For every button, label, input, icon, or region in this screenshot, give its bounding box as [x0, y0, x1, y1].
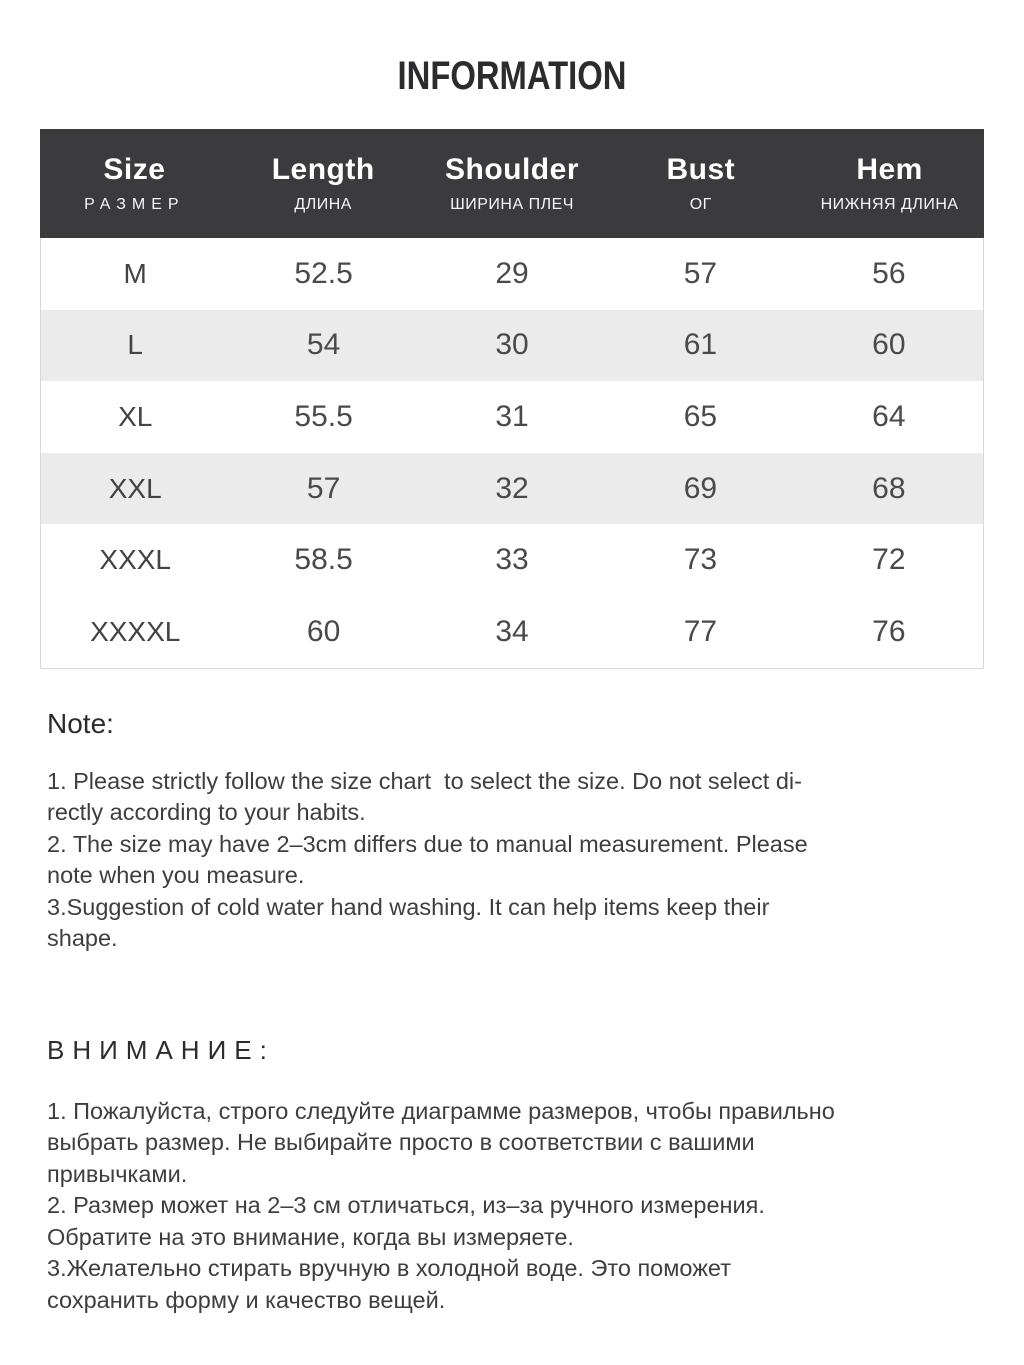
size-label: XL: [118, 400, 153, 432]
measurement-value: 73: [683, 543, 718, 577]
note-line: 3.Желательно стирать вручную в холодной воде. Это поможет: [47, 1255, 731, 1282]
measurement-value: 56: [872, 256, 906, 290]
measurement-value: 64: [872, 399, 906, 433]
note-line: 2. Размер может на 2–3 см отличаться, из–за ручного измерения.: [47, 1192, 765, 1219]
table-row: [41, 524, 983, 596]
note-lines-en: [47, 766, 980, 955]
measurement-value: 69: [683, 471, 718, 505]
attention-heading-ru: ВНИМАНИЕ:: [47, 1034, 275, 1065]
measurement-value: 34: [495, 614, 529, 648]
measurement-value: 32: [495, 471, 529, 505]
table-header-row: [40, 129, 984, 238]
note-section-en: [47, 669, 980, 955]
size-label: XXXL: [99, 544, 171, 576]
header-label-ru: ШИРИНА ПЛЕЧ: [450, 196, 574, 213]
header-label-en: Shoulder: [444, 153, 579, 186]
header-cell-length: [229, 129, 418, 238]
note-line: выбрать размер. Не выбирайте просто в соответствии с вашими: [47, 1129, 755, 1156]
note-line: 2. The size may have 2–3cm differs due to manual measurement. Please: [47, 830, 808, 857]
table-row: [41, 596, 983, 668]
note-line: привычками.: [47, 1160, 188, 1187]
note-section-ru: [47, 955, 980, 1317]
size-label: L: [127, 329, 143, 361]
measurement-value: 61: [683, 328, 718, 362]
page-title: INFORMATION: [397, 54, 627, 98]
measurement-value: 33: [495, 543, 529, 577]
measurement-value: 60: [306, 614, 341, 648]
note-lines-ru: [47, 1096, 980, 1317]
note-line: 3.Suggestion of cold water hand washing. It can help items keep their: [47, 893, 770, 920]
measurement-value: 29: [495, 256, 529, 290]
header-cell-size: [40, 129, 229, 238]
header-label-ru: РАЗМЕР: [84, 196, 185, 213]
size-label: XXXXL: [90, 615, 181, 647]
size-table: [40, 129, 984, 669]
table-row: [41, 453, 983, 525]
note-line: note when you measure.: [47, 862, 305, 889]
header-label-ru: ОГ: [689, 196, 712, 213]
note-line: rectly according to your habits.: [47, 799, 366, 826]
measurement-value: 68: [872, 471, 906, 505]
size-table-body: [41, 238, 983, 668]
note-heading-en: Note:: [47, 707, 114, 739]
table-row: [41, 381, 983, 453]
header-label-en: Length: [271, 153, 375, 186]
note-line: Обратите на это внимание, когда вы измеряете.: [47, 1223, 574, 1250]
measurement-value: 57: [683, 256, 718, 290]
measurement-value: 65: [683, 399, 718, 433]
header-label-ru: ДЛИНА: [294, 196, 352, 213]
table-row: [41, 238, 983, 310]
header-cell-bust: [606, 129, 795, 238]
header-label-ru: НИЖНЯЯ ДЛИНА: [820, 196, 959, 213]
measurement-value: 58.5: [294, 543, 353, 577]
measurement-value: 76: [872, 614, 906, 648]
measurement-value: 52.5: [294, 256, 353, 290]
measurement-value: 57: [306, 471, 341, 505]
header-cell-shoulder: [418, 129, 607, 238]
measurement-value: 77: [683, 614, 718, 648]
header-cell-hem: [795, 129, 984, 238]
measurement-value: 31: [495, 399, 529, 433]
measurement-value: 72: [872, 543, 906, 577]
note-line: shape.: [47, 925, 118, 952]
header-label-en: Hem: [856, 153, 923, 186]
note-line: сохранить форму и качество вещей.: [47, 1286, 446, 1313]
size-label: XXL: [108, 472, 162, 504]
table-row: [41, 310, 983, 382]
measurement-value: 60: [872, 328, 906, 362]
note-line: 1. Please strictly follow the size chart to select the size. Do not select di-: [47, 767, 802, 794]
note-line: 1. Пожалуйста, строго следуйте диаграмме размеров, чтобы правильно: [47, 1097, 835, 1124]
measurement-value: 54: [306, 328, 341, 362]
measurement-value: 30: [495, 328, 529, 362]
size-label: M: [123, 257, 147, 289]
header-label-en: Bust: [666, 153, 736, 186]
header-label-en: Size: [103, 153, 166, 186]
measurement-value: 55.5: [294, 399, 353, 433]
